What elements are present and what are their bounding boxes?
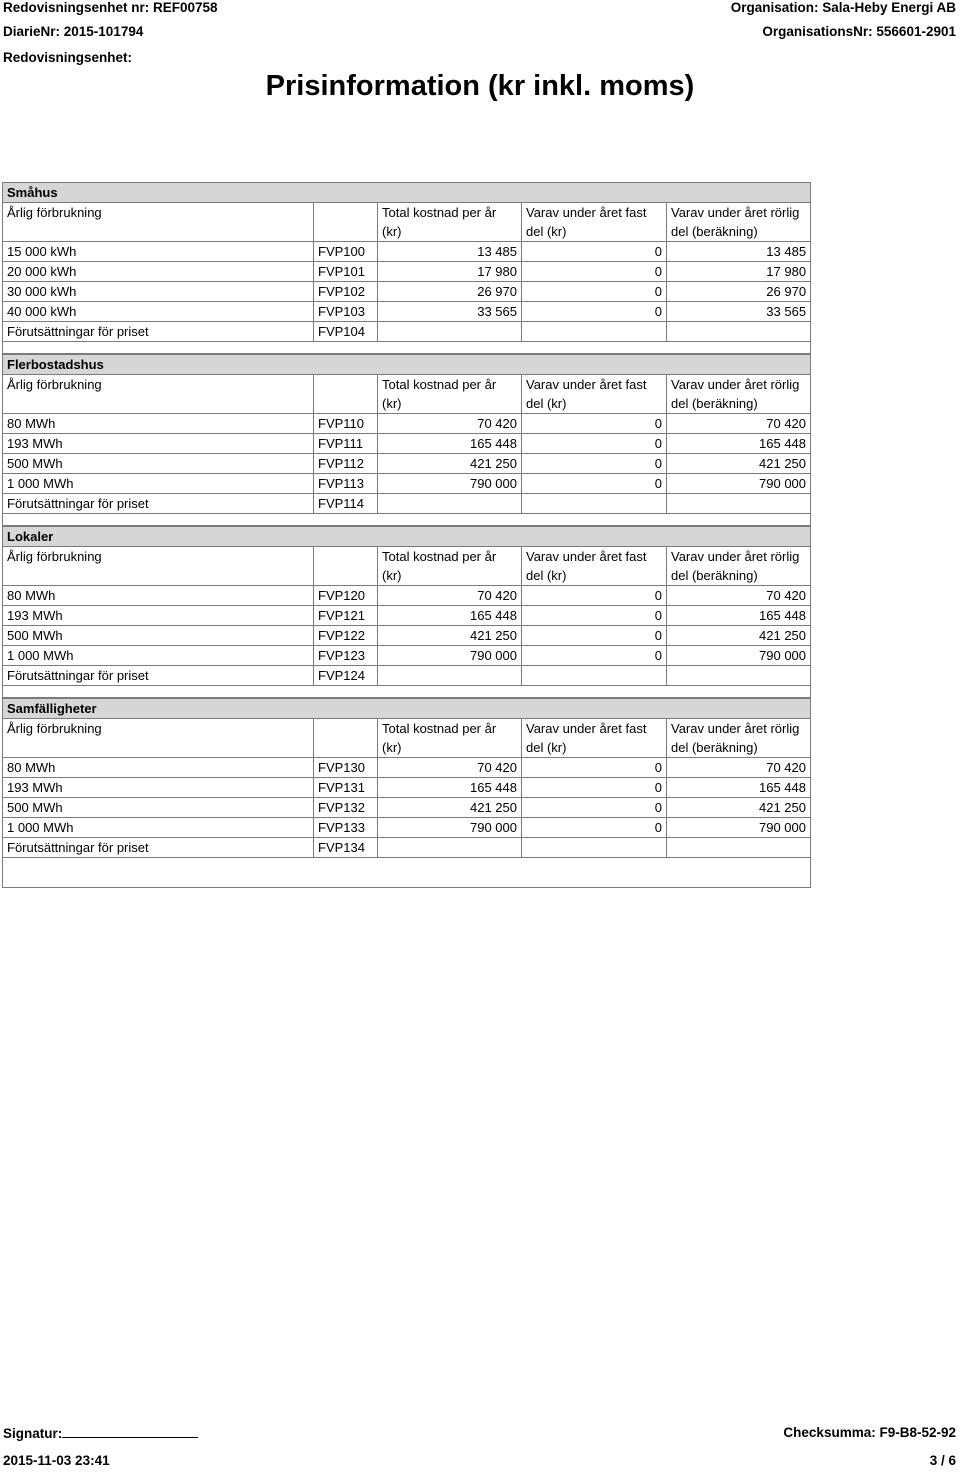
cell-forbrukning: 80 MWh xyxy=(3,586,314,606)
cell-total-kostnad xyxy=(378,838,522,858)
section-spacer xyxy=(3,686,811,698)
cell-forbrukning: Förutsättningar för priset xyxy=(3,322,314,342)
cell-code: FVP100 xyxy=(314,242,378,262)
column-header-code xyxy=(314,375,378,414)
signature-line xyxy=(62,1425,198,1438)
table-row xyxy=(3,322,811,342)
cell-code: FVP121 xyxy=(314,606,378,626)
section-spacer xyxy=(3,342,811,354)
checksum: Checksumma: F9-B8-52-92 xyxy=(783,1425,956,1440)
cell-forbrukning: 500 MWh xyxy=(3,798,314,818)
cell-code: FVP101 xyxy=(314,262,378,282)
redovisningsenhet-label: Redovisningsenhet: xyxy=(3,50,133,65)
table-row xyxy=(3,666,811,686)
cell-rorlig-del: 33 565 xyxy=(667,302,811,322)
cell-total-kostnad: 70 420 xyxy=(378,758,522,778)
cell-forbrukning: 193 MWh xyxy=(3,606,314,626)
table-row xyxy=(3,778,811,798)
cell-code: FVP133 xyxy=(314,818,378,838)
cell-total-kostnad: 26 970 xyxy=(378,282,522,302)
cell-rorlig-del: 17 980 xyxy=(667,262,811,282)
table-row xyxy=(3,302,811,322)
organisation-number: OrganisationsNr: 556601-2901 xyxy=(762,24,956,39)
cell-code: FVP113 xyxy=(314,474,378,494)
cell-total-kostnad xyxy=(378,494,522,514)
table-row xyxy=(3,262,811,282)
cell-code: FVP103 xyxy=(314,302,378,322)
organisation-name: Organisation: Sala-Heby Energi AB xyxy=(730,0,956,15)
signature-label: Signatur: xyxy=(3,1426,63,1441)
cell-rorlig-del: 421 250 xyxy=(667,626,811,646)
cell-forbrukning: Förutsättningar för priset xyxy=(3,494,314,514)
price-tables xyxy=(2,182,810,888)
cell-code: FVP111 xyxy=(314,434,378,454)
cell-rorlig-del: 26 970 xyxy=(667,282,811,302)
cell-fast-del: 0 xyxy=(522,798,667,818)
column-header-fast-del: Varav under året fast del (kr) xyxy=(522,547,667,586)
column-header-arlig-forbrukning: Årlig förbrukning xyxy=(3,375,314,414)
cell-rorlig-del xyxy=(667,494,811,514)
section-title: Flerbostadshus xyxy=(3,355,811,375)
cell-fast-del: 0 xyxy=(522,414,667,434)
table-row xyxy=(3,798,811,818)
cell-rorlig-del: 421 250 xyxy=(667,798,811,818)
table-row xyxy=(3,494,811,514)
table-row xyxy=(3,626,811,646)
cell-total-kostnad: 165 448 xyxy=(378,434,522,454)
section-table xyxy=(2,698,811,888)
section-title: Lokaler xyxy=(3,527,811,547)
cell-code: FVP112 xyxy=(314,454,378,474)
cell-rorlig-del: 70 420 xyxy=(667,414,811,434)
cell-total-kostnad: 421 250 xyxy=(378,454,522,474)
table-row xyxy=(3,474,811,494)
column-header-code xyxy=(314,719,378,758)
cell-total-kostnad: 70 420 xyxy=(378,414,522,434)
cell-code: FVP134 xyxy=(314,838,378,858)
cell-total-kostnad: 790 000 xyxy=(378,474,522,494)
table-row xyxy=(3,454,811,474)
cell-code: FVP114 xyxy=(314,494,378,514)
cell-forbrukning: 1 000 MWh xyxy=(3,818,314,838)
cell-forbrukning: 20 000 kWh xyxy=(3,262,314,282)
cell-forbrukning: 500 MWh xyxy=(3,626,314,646)
section-table xyxy=(2,182,811,354)
cell-rorlig-del xyxy=(667,838,811,858)
column-header-total-kostnad: Total kostnad per år (kr) xyxy=(378,719,522,758)
section-title: Samfälligheter xyxy=(3,699,811,719)
section-title: Småhus xyxy=(3,183,811,203)
section-spacer xyxy=(3,858,811,888)
table-row xyxy=(3,758,811,778)
section-header-row xyxy=(3,183,811,203)
page-number: 3 / 6 xyxy=(929,1453,956,1468)
table-row xyxy=(3,818,811,838)
spacer-cell xyxy=(3,858,811,888)
cell-forbrukning: 1 000 MWh xyxy=(3,646,314,666)
cell-code: FVP104 xyxy=(314,322,378,342)
cell-total-kostnad xyxy=(378,322,522,342)
column-header-fast-del: Varav under året fast del (kr) xyxy=(522,719,667,758)
cell-forbrukning: Förutsättningar för priset xyxy=(3,666,314,686)
cell-fast-del: 0 xyxy=(522,818,667,838)
cell-total-kostnad: 421 250 xyxy=(378,798,522,818)
cell-rorlig-del xyxy=(667,322,811,342)
cell-forbrukning: 40 000 kWh xyxy=(3,302,314,322)
cell-rorlig-del: 165 448 xyxy=(667,778,811,798)
cell-total-kostnad: 70 420 xyxy=(378,586,522,606)
cell-fast-del: 0 xyxy=(522,282,667,302)
cell-fast-del: 0 xyxy=(522,586,667,606)
cell-code: FVP110 xyxy=(314,414,378,434)
cell-code: FVP131 xyxy=(314,778,378,798)
column-header-fast-del: Varav under året fast del (kr) xyxy=(522,203,667,242)
cell-total-kostnad: 421 250 xyxy=(378,626,522,646)
cell-fast-del: 0 xyxy=(522,454,667,474)
cell-total-kostnad: 790 000 xyxy=(378,818,522,838)
cell-fast-del: 0 xyxy=(522,262,667,282)
cell-total-kostnad: 165 448 xyxy=(378,606,522,626)
column-header-total-kostnad: Total kostnad per år (kr) xyxy=(378,375,522,414)
cell-code: FVP122 xyxy=(314,626,378,646)
cell-rorlig-del: 790 000 xyxy=(667,474,811,494)
cell-fast-del: 0 xyxy=(522,626,667,646)
cell-rorlig-del: 790 000 xyxy=(667,818,811,838)
cell-code: FVP130 xyxy=(314,758,378,778)
cell-code: FVP120 xyxy=(314,586,378,606)
section-header-row xyxy=(3,699,811,719)
column-header-row xyxy=(3,719,811,758)
spacer-cell xyxy=(3,514,811,526)
cell-fast-del: 0 xyxy=(522,474,667,494)
section-table xyxy=(2,526,811,698)
cell-code: FVP132 xyxy=(314,798,378,818)
cell-code: FVP124 xyxy=(314,666,378,686)
column-header-arlig-forbrukning: Årlig förbrukning xyxy=(3,203,314,242)
redovisningsenhet-nr: Redovisningsenhet nr: REF00758 xyxy=(3,0,218,15)
column-header-rorlig-del: Varav under året rörlig del (beräkning) xyxy=(667,375,811,414)
column-header-arlig-forbrukning: Årlig förbrukning xyxy=(3,719,314,758)
cell-rorlig-del xyxy=(667,666,811,686)
cell-fast-del xyxy=(522,666,667,686)
cell-forbrukning: 15 000 kWh xyxy=(3,242,314,262)
cell-rorlig-del: 165 448 xyxy=(667,434,811,454)
column-header-row xyxy=(3,203,811,242)
timestamp: 2015-11-03 23:41 xyxy=(3,1453,110,1468)
page-title: Prisinformation (kr inkl. moms) xyxy=(265,70,695,102)
table-row xyxy=(3,646,811,666)
cell-code: FVP123 xyxy=(314,646,378,666)
cell-forbrukning: 1 000 MWh xyxy=(3,474,314,494)
cell-rorlig-del: 790 000 xyxy=(667,646,811,666)
signature-field xyxy=(3,1425,198,1441)
column-header-total-kostnad: Total kostnad per år (kr) xyxy=(378,203,522,242)
cell-fast-del: 0 xyxy=(522,242,667,262)
cell-rorlig-del: 70 420 xyxy=(667,586,811,606)
section-header-row xyxy=(3,527,811,547)
cell-fast-del xyxy=(522,838,667,858)
cell-total-kostnad: 17 980 xyxy=(378,262,522,282)
cell-forbrukning: 30 000 kWh xyxy=(3,282,314,302)
table-row xyxy=(3,586,811,606)
column-header-rorlig-del: Varav under året rörlig del (beräkning) xyxy=(667,719,811,758)
cell-total-kostnad: 33 565 xyxy=(378,302,522,322)
column-header-code xyxy=(314,547,378,586)
cell-fast-del: 0 xyxy=(522,758,667,778)
cell-forbrukning: 80 MWh xyxy=(3,758,314,778)
cell-fast-del: 0 xyxy=(522,302,667,322)
cell-rorlig-del: 70 420 xyxy=(667,758,811,778)
column-header-row xyxy=(3,547,811,586)
table-row xyxy=(3,434,811,454)
spacer-cell xyxy=(3,342,811,354)
cell-fast-del xyxy=(522,494,667,514)
cell-fast-del: 0 xyxy=(522,646,667,666)
cell-total-kostnad: 165 448 xyxy=(378,778,522,798)
cell-rorlig-del: 165 448 xyxy=(667,606,811,626)
column-header-row xyxy=(3,375,811,414)
cell-fast-del xyxy=(522,322,667,342)
table-row xyxy=(3,242,811,262)
column-header-total-kostnad: Total kostnad per år (kr) xyxy=(378,547,522,586)
cell-fast-del: 0 xyxy=(522,606,667,626)
column-header-code xyxy=(314,203,378,242)
cell-rorlig-del: 13 485 xyxy=(667,242,811,262)
diarienr: DiarieNr: 2015-101794 xyxy=(3,24,144,39)
section-header-row xyxy=(3,355,811,375)
cell-forbrukning: 193 MWh xyxy=(3,778,314,798)
column-header-arlig-forbrukning: Årlig förbrukning xyxy=(3,547,314,586)
cell-code: FVP102 xyxy=(314,282,378,302)
table-row xyxy=(3,838,811,858)
spacer-cell xyxy=(3,686,811,698)
table-row xyxy=(3,606,811,626)
section-table xyxy=(2,354,811,526)
cell-total-kostnad: 790 000 xyxy=(378,646,522,666)
section-spacer xyxy=(3,514,811,526)
cell-total-kostnad: 13 485 xyxy=(378,242,522,262)
cell-rorlig-del: 421 250 xyxy=(667,454,811,474)
column-header-rorlig-del: Varav under året rörlig del (beräkning) xyxy=(667,203,811,242)
cell-forbrukning: 193 MWh xyxy=(3,434,314,454)
table-row xyxy=(3,282,811,302)
cell-total-kostnad xyxy=(378,666,522,686)
cell-fast-del: 0 xyxy=(522,778,667,798)
cell-forbrukning: 500 MWh xyxy=(3,454,314,474)
column-header-fast-del: Varav under året fast del (kr) xyxy=(522,375,667,414)
cell-forbrukning: Förutsättningar för priset xyxy=(3,838,314,858)
cell-forbrukning: 80 MWh xyxy=(3,414,314,434)
cell-fast-del: 0 xyxy=(522,434,667,454)
table-row xyxy=(3,414,811,434)
column-header-rorlig-del: Varav under året rörlig del (beräkning) xyxy=(667,547,811,586)
